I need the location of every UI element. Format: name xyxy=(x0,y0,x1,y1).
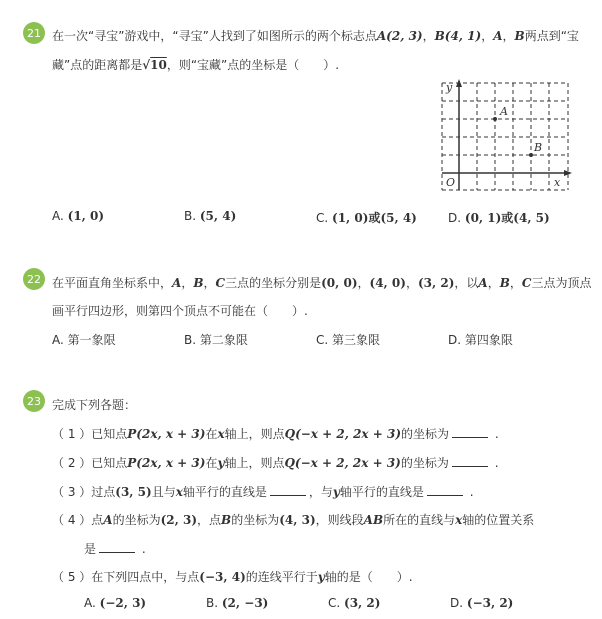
math-point: Q(−x + 2, 2x + 3) xyxy=(284,456,401,470)
text-span: 三点为顶点 xyxy=(531,276,592,290)
point-a-label: A xyxy=(500,105,508,118)
math-var: y xyxy=(317,570,325,584)
math-var: B xyxy=(499,276,510,290)
math-var: C xyxy=(521,276,532,290)
option-a[interactable] xyxy=(84,596,146,610)
text-span: 所在的直线与 xyxy=(383,513,456,527)
sub-question-2 xyxy=(52,454,499,471)
sub-number: （ 3 ） xyxy=(52,485,92,499)
sub-question-4 xyxy=(52,511,534,528)
answer-blank[interactable] xyxy=(452,426,488,438)
text-span: 的坐标为 xyxy=(401,427,450,441)
option-a[interactable] xyxy=(52,331,116,348)
question-number-badge: 21 xyxy=(23,22,45,44)
text-span: ， xyxy=(203,276,216,290)
question-text xyxy=(52,274,591,291)
sub-number: （ 2 ） xyxy=(52,456,92,470)
text-span: ， xyxy=(509,276,522,290)
option-text: 第一象限 xyxy=(67,333,116,347)
text-span: ，点 xyxy=(197,513,222,527)
option-letter: A. xyxy=(52,209,64,223)
option-letter: B. xyxy=(184,333,197,347)
math-point: (3, 2) xyxy=(417,276,455,290)
option-letter: A. xyxy=(52,333,64,347)
sub-question-5 xyxy=(52,568,413,585)
math-point: (4, 3) xyxy=(279,513,316,527)
text-span: 在平面直角坐标系中， xyxy=(52,276,173,290)
option-text: (5, 4) xyxy=(199,209,237,223)
option-text: (1, 0)或(5, 4) xyxy=(332,211,417,225)
text-span: ，以 xyxy=(454,276,479,290)
math-var: B xyxy=(193,276,204,290)
option-letter: C. xyxy=(328,596,341,610)
option-text: 第二象限 xyxy=(199,333,248,347)
answer-blank[interactable] xyxy=(99,541,135,553)
text-span: 的坐标为 xyxy=(400,456,449,470)
option-b[interactable] xyxy=(184,209,236,223)
option-text: 第四象限 xyxy=(464,333,513,347)
text-span: 在下列四点中，与点 xyxy=(91,570,200,584)
option-letter: C. xyxy=(316,211,329,225)
math-var: A xyxy=(493,29,503,43)
math-var: y xyxy=(217,456,225,470)
math-var: C xyxy=(215,276,226,290)
math-point: (0, 0) xyxy=(321,276,358,290)
point-a xyxy=(493,117,497,121)
option-letter: D. xyxy=(448,333,462,347)
option-text: (0, 1)或(4, 5) xyxy=(464,211,550,225)
sub-question-4-cont xyxy=(84,540,146,557)
text-span: ， xyxy=(481,29,494,43)
text-span: 的坐标为 xyxy=(231,513,280,527)
text-span: 轴平行的直线是 xyxy=(182,485,267,499)
option-d[interactable] xyxy=(450,596,513,610)
text-span: 轴的是（ ）. xyxy=(324,570,413,584)
answer-blank[interactable] xyxy=(427,484,463,496)
option-letter: B. xyxy=(206,596,219,610)
text-span: 三点的坐标分别是 xyxy=(225,276,322,290)
answer-blank[interactable] xyxy=(270,484,306,496)
text-span: 在 xyxy=(205,427,218,441)
text-span: 过点 xyxy=(91,485,116,499)
text-span: 藏”点的距离都是 xyxy=(52,58,143,72)
text-span: 在一次“寻宝”游戏中，“寻宝”人找到了如图所示的两个标志点 xyxy=(52,29,377,43)
option-text: (−2, 3) xyxy=(99,596,147,610)
text-span: 是 xyxy=(84,542,97,556)
math-var: x xyxy=(217,427,225,441)
question-text xyxy=(52,27,579,44)
option-d[interactable] xyxy=(448,331,513,348)
point-b-label: B xyxy=(534,141,543,154)
text-span: ， xyxy=(502,29,515,43)
text-span: ， xyxy=(405,276,418,290)
grid-lines xyxy=(442,83,568,190)
option-c[interactable] xyxy=(316,331,380,348)
text-span: . xyxy=(469,485,474,499)
sub-number: （ 1 ） xyxy=(52,427,92,441)
option-c[interactable] xyxy=(316,209,417,226)
math-var: B xyxy=(514,29,525,43)
question-number-badge: 23 xyxy=(23,390,45,412)
math-var: B xyxy=(221,513,232,527)
option-text: (1, 0) xyxy=(67,209,105,223)
math-var: AB xyxy=(363,513,384,527)
option-letter: D. xyxy=(448,211,462,225)
text-span: 已知点 xyxy=(91,456,128,470)
option-letter: C. xyxy=(316,333,329,347)
math-point: (3, 5) xyxy=(115,485,152,499)
text-span: 的坐标为 xyxy=(112,513,161,527)
answer-blank[interactable] xyxy=(452,455,488,467)
math-point: Q(−x + 2, 2x + 3) xyxy=(284,427,402,441)
question-text: 画平行四边形，则第四个顶点不可能在（ ）. xyxy=(52,304,308,318)
sub-number: （ 5 ） xyxy=(52,570,92,584)
option-c[interactable] xyxy=(328,596,380,610)
text-span: ， xyxy=(487,276,500,290)
option-a[interactable] xyxy=(52,209,104,223)
x-axis-label: x xyxy=(554,176,561,189)
origin-label: O xyxy=(446,176,456,189)
option-text: 第三象限 xyxy=(332,333,381,347)
math-point: P(2x, x + 3) xyxy=(127,427,206,441)
sqrt-sign: √ xyxy=(142,58,151,72)
text-span: 且与 xyxy=(151,485,176,499)
text-span: ，则“宝藏”点的坐标是（ ）. xyxy=(166,58,340,72)
text-span: 在 xyxy=(205,456,218,470)
option-text: (2, −3) xyxy=(221,596,269,610)
option-b[interactable] xyxy=(184,331,248,348)
question-text xyxy=(52,56,339,73)
math-var: x xyxy=(455,513,463,527)
sub-question-1 xyxy=(52,425,499,442)
sub-number: （ 4 ） xyxy=(52,513,92,527)
option-text: (3, 2) xyxy=(344,596,381,610)
text-span: . xyxy=(141,542,146,556)
text-span: 的连线平行于 xyxy=(245,570,318,584)
option-b[interactable] xyxy=(206,596,268,610)
option-d[interactable] xyxy=(448,209,550,226)
text-span: ，与 xyxy=(308,485,333,499)
question-number-badge: 22 xyxy=(23,268,45,290)
text-span: 轴的位置关系 xyxy=(462,513,535,527)
math-point: P(2x, x + 3) xyxy=(127,456,206,470)
option-text: (−3, 2) xyxy=(466,596,514,610)
text-span: 轴上，则点 xyxy=(224,456,285,470)
math-point: (−3, 4) xyxy=(199,570,246,584)
option-letter: B. xyxy=(184,209,197,223)
text-span: ， xyxy=(181,276,194,290)
point-b xyxy=(529,153,533,157)
option-letter: A. xyxy=(84,596,96,610)
sqrt-value: 10 xyxy=(150,58,167,72)
sub-question-3 xyxy=(52,483,474,500)
math-point: A(2, 3) xyxy=(376,29,423,43)
text-span: ， xyxy=(422,29,435,43)
question-title: 完成下列各题： xyxy=(52,398,137,412)
text-span: 已知点 xyxy=(91,427,128,441)
option-letter: D. xyxy=(450,596,464,610)
text-span: . xyxy=(494,456,499,470)
math-var: A xyxy=(478,276,488,290)
text-span: 轴上，则点 xyxy=(224,427,285,441)
math-point: B(4, 1) xyxy=(434,29,482,43)
math-point: (2, 3) xyxy=(160,513,198,527)
math-var: y xyxy=(332,485,340,499)
text-span: 两点到“宝 xyxy=(524,29,579,43)
math-var: A xyxy=(172,276,182,290)
text-span: 轴平行的直线是 xyxy=(339,485,424,499)
text-span: ，则线段 xyxy=(315,513,364,527)
coordinate-grid-figure xyxy=(436,78,574,194)
text-span: ， xyxy=(357,276,370,290)
y-axis-label: y xyxy=(446,81,453,94)
text-span: . xyxy=(494,427,499,441)
text-span: 点 xyxy=(91,513,104,527)
math-var: x xyxy=(175,485,183,499)
math-var: A xyxy=(103,513,113,527)
math-point: (4, 0) xyxy=(369,276,406,290)
